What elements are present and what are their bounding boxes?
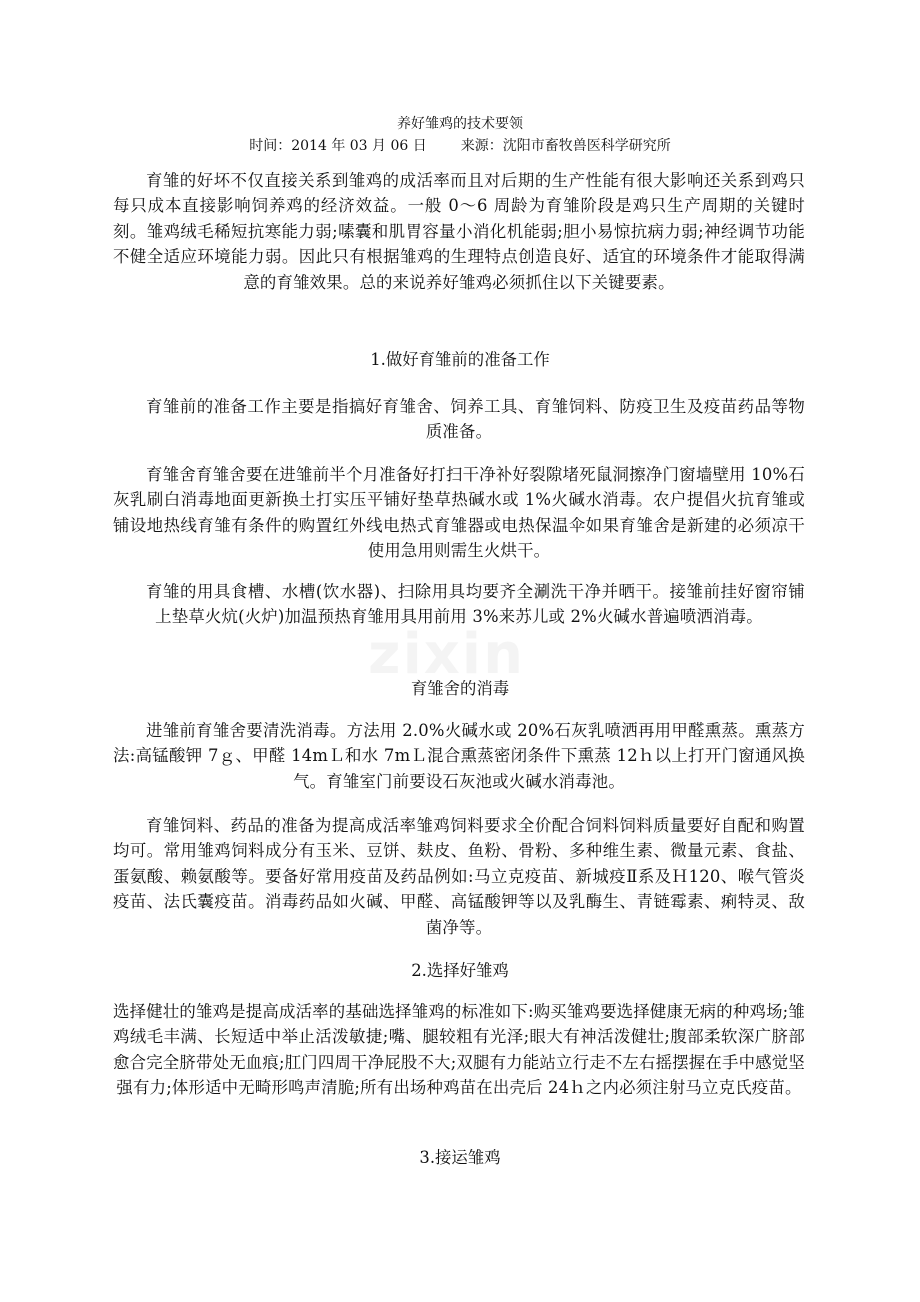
section-1-paragraph-1: 育雏前的准备工作主要是指搞好育雏舍、饲养工具、育雏饲料、防疫卫生及疫苗药品等物质准备。 — [146, 397, 805, 442]
section-1-paragraph-2: 育雏舍育雏舍要在进雏前半个月准备好打扫干净补好裂隙堵死鼠洞擦净门窗墙壁用 10%石灰乳刷白消毒地面更新换土打实压平铺好垫草热碱水或 1%火碱水消毒。农户提倡火抗育雏或铺设地热线育雏有条件的购置红外线电热式育雏器或电热保温伞如果育雏舍是新建的必须凉干使用急用则需生火烘干。 — [113, 465, 805, 561]
disinfection-paragraph-1: 进雏前育雏舍要清洗消毒。方法用 2.0%火碱水或 20%石灰乳喷洒再用甲醛熏蒸。熏蒸方法:高锰酸钾 7ｇ、甲醛 14mＬ和水 7mＬ混合熏蒸密闭条件下熏蒸 12ｈ以上打开门窗通风换气。育雏室门前要设石灰池或火碱水消毒池。 — [113, 721, 805, 791]
watermark — [368, 622, 525, 687]
section-1-heading: 1.做好育雏前的准备工作 — [370, 350, 550, 369]
intro-paragraph: 育雏的好坏不仅直接关系到雏鸡的成活率而且对后期的生产性能有很大影响还关系到鸡只每只成本直接影响饲养鸡的经济效益。一般 0～6 周龄为育雏阶段是鸡只生产周期的关键时刻。雏鸡绒毛稀短抗寒能力弱;嗉囊和肌胃容量小消化机能弱;胆小易惊抗病力弱;神经调节功能不健全适应环境能力弱。因此只有根据雏鸡的生理特点创造良好、适宜的环境条件才能取得满意的育雏效果。总的来说养好雏鸡必须抓住以下关键要素。 — [113, 171, 805, 292]
publish-time: 时间：2014 年 03 月 06 日 — [249, 138, 427, 154]
disinfection-paragraph-2: 育雏饲料、药品的准备为提高成活率雏鸡饲料要求全价配合饲料饲料质量要好自配和购置均可。常用雏鸡饲料成分有玉米、豆饼、麸皮、鱼粉、骨粉、多种维生素、微量元素、食盐、蛋氨酸、赖氨酸等。要备好常用疫苗及药品例如:马立克疫苗、新城疫Ⅱ系及Ｈ120、喉气管炎疫苗、法氏囊疫苗。消毒药品如火碱、甲醛、高锰酸钾等以及乳酶生、青链霉素、痢特灵、敌菌净等。 — [113, 816, 805, 937]
document-title: 养好雏鸡的技术要领 — [397, 116, 523, 132]
section-2-paragraph-1: 选择健壮的雏鸡是提高成活率的基础选择雏鸡的标准如下:购买雏鸡要选择健康无病的种鸡场;雏鸡绒毛丰满、长短适中举止活泼敏捷;嘴、腿较粗有光泽;眼大有神活泼健壮;腹部柔软深广脐部愈合完全脐带处无血痕;肛门四周干净屁股不大;双腿有力能站立行走不左右摇摆握在手中感觉坚强有力;体形适中无畸形鸣声清脆;所有出场种鸡苗在出壳后 24ｈ之内必须注射马立克氏疫苗。 — [113, 1002, 805, 1098]
disinfection-heading: 育雏舍的消毒 — [410, 679, 510, 698]
section-2-heading: 2.选择好雏鸡 — [411, 961, 509, 980]
publish-source: 来源：沈阳市畜牧兽医科学研究所 — [460, 138, 671, 154]
section-3-heading: 3.接运雏鸡 — [419, 1148, 501, 1167]
document-meta — [0, 136, 920, 156]
section-1-paragraph-3: 育雏的用具食槽、水槽(饮水器)、扫除用具均要齐全涮洗干净并晒干。接雏前挂好窗帘铺上垫草火炕(火炉)加温预热育雏用具用前用 3%来苏儿或 2%火碱水普遍喷洒消毒。 — [146, 582, 805, 627]
